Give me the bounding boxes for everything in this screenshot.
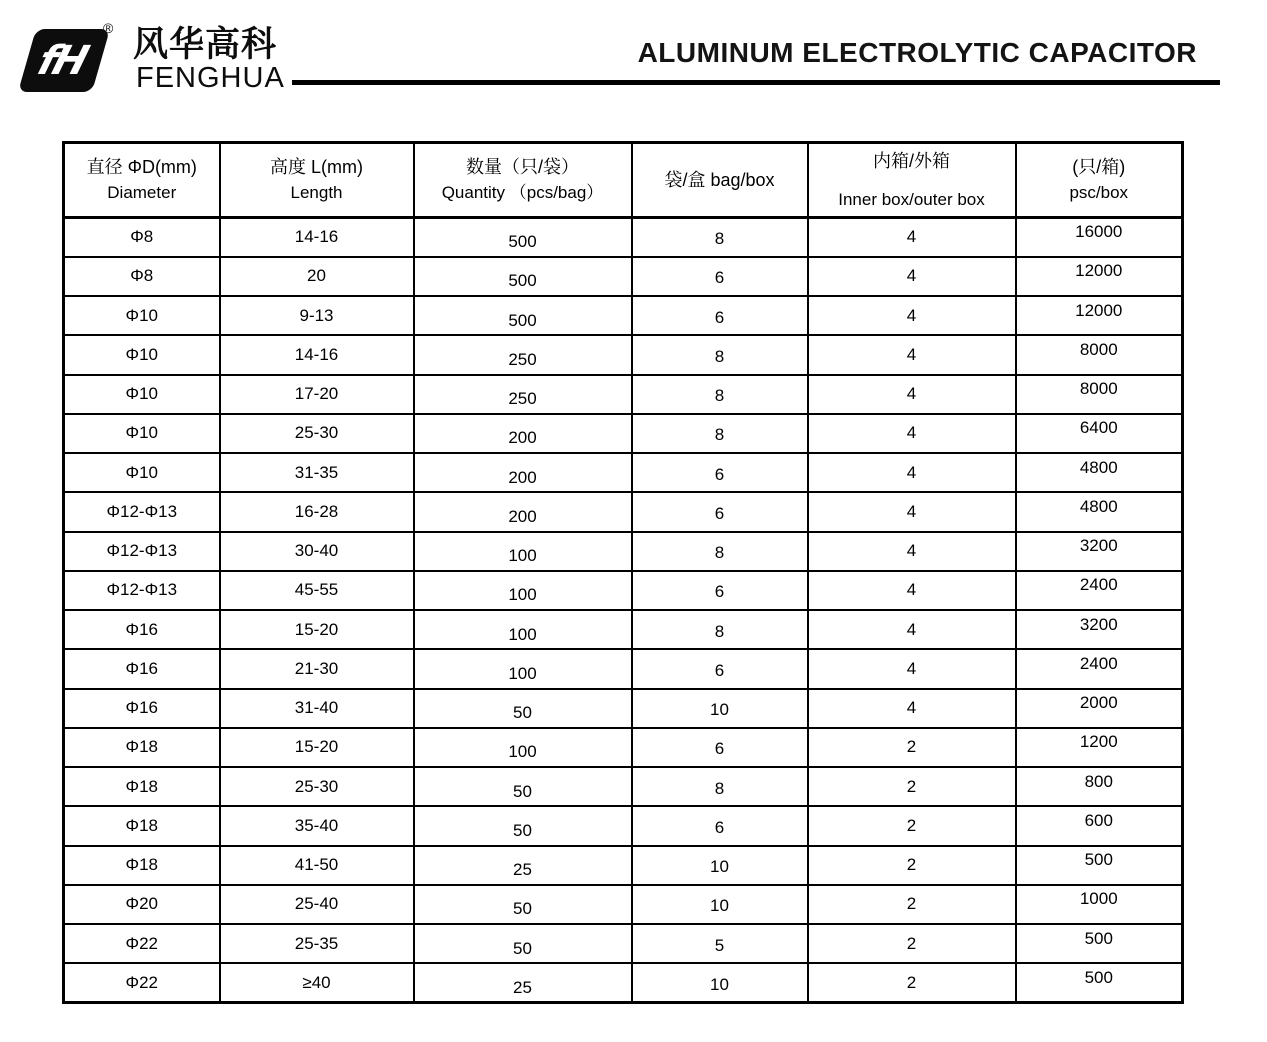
table-row: [64, 335, 1183, 374]
table-cell: [414, 963, 632, 1002]
table-cell: [64, 375, 220, 414]
cell-value: Φ12-Φ13: [106, 541, 178, 561]
table-row: [64, 846, 1183, 885]
table-cell: [808, 218, 1016, 257]
table-cell: [808, 963, 1016, 1002]
table-row: [64, 963, 1183, 1002]
cell-value: 6400: [1079, 418, 1118, 438]
table-cell: [64, 532, 220, 571]
column-header-line1: 数量（只/袋）: [465, 157, 579, 177]
cell-value: 2400: [1079, 653, 1118, 673]
cell-value: 100: [508, 546, 537, 566]
table-cell: [414, 571, 632, 610]
cell-value: 100: [508, 742, 537, 762]
cell-value: Φ10: [125, 384, 158, 404]
table-cell: [414, 924, 632, 963]
cell-value: 6: [714, 660, 725, 680]
cell-value: 6: [714, 817, 725, 837]
cell-value: 4800: [1079, 457, 1118, 477]
table-cell: [808, 375, 1016, 414]
cell-value: Φ18: [125, 855, 158, 875]
cell-value: Φ10: [125, 305, 158, 325]
cell-value: 45-55: [294, 580, 339, 600]
table-cell: [64, 767, 220, 806]
table-cell: [414, 885, 632, 924]
table-cell: [632, 924, 808, 963]
table-cell: [1016, 414, 1183, 453]
table-cell: [808, 846, 1016, 885]
column-header: [220, 143, 414, 218]
cell-value: 2000: [1079, 693, 1118, 713]
column-header-line1: 直径 ΦD(mm): [86, 157, 197, 177]
table-cell: [414, 846, 632, 885]
cell-value: 2: [906, 737, 917, 757]
table-row: [64, 885, 1183, 924]
table-cell: [1016, 492, 1183, 531]
cell-value: 14-16: [294, 344, 339, 364]
table-cell: [64, 924, 220, 963]
cell-value: 15-20: [294, 737, 339, 757]
table-cell: [414, 767, 632, 806]
table-cell: [1016, 767, 1183, 806]
cell-value: 50: [513, 820, 532, 840]
table-row: [64, 257, 1183, 296]
table-cell: [414, 689, 632, 728]
cell-value: 500: [1084, 967, 1113, 987]
table-cell: [64, 610, 220, 649]
cell-value: 30-40: [294, 541, 339, 561]
cell-value: 50: [513, 938, 532, 958]
column-header-line1: (只/箱): [1072, 157, 1126, 177]
table-cell: [1016, 885, 1183, 924]
table-cell: [1016, 846, 1183, 885]
cell-value: 100: [508, 624, 537, 644]
cell-value: 41-50: [294, 855, 339, 875]
cell-value: Φ16: [125, 619, 158, 639]
cell-value: 4: [906, 580, 917, 600]
column-header: [414, 143, 632, 218]
table-cell: [414, 257, 632, 296]
table-cell: [808, 335, 1016, 374]
table-cell: [808, 257, 1016, 296]
table-cell: [414, 492, 632, 531]
table-cell: [64, 885, 220, 924]
table-cell: [808, 610, 1016, 649]
table-cell: [64, 846, 220, 885]
cell-value: 16-28: [294, 501, 339, 521]
table-cell: [808, 649, 1016, 688]
table-row: [64, 532, 1183, 571]
table-cell: [632, 296, 808, 335]
cell-value: 250: [508, 389, 537, 409]
cell-value: Φ16: [125, 658, 158, 678]
table-cell: [808, 571, 1016, 610]
cell-value: 4: [906, 698, 917, 718]
cell-value: 25-30: [294, 776, 339, 796]
table-cell: [220, 767, 414, 806]
cell-value: 4: [906, 227, 917, 247]
cell-value: Φ20: [125, 894, 158, 914]
table-row: [64, 296, 1183, 335]
cell-value: 2: [906, 933, 917, 953]
table-cell: [632, 218, 808, 257]
cell-value: Φ18: [125, 815, 158, 835]
table-cell: [632, 335, 808, 374]
table-cell: [64, 296, 220, 335]
column-header-line2: Length: [290, 183, 343, 202]
table-cell: [632, 963, 808, 1002]
registered-trademark-icon: ®: [103, 20, 114, 36]
cell-value: Φ18: [125, 776, 158, 796]
table-cell: [220, 963, 414, 1002]
cell-value: Φ22: [125, 933, 158, 953]
cell-value: 8: [714, 346, 725, 366]
packaging-table: [62, 141, 1184, 1004]
cell-value: 4: [906, 541, 917, 561]
cell-value: 4: [906, 658, 917, 678]
cell-value: Φ12-Φ13: [106, 580, 178, 600]
cell-value: Φ22: [125, 972, 158, 992]
cell-value: 8: [714, 425, 725, 445]
cell-value: 50: [513, 781, 532, 801]
table-cell: [220, 218, 414, 257]
cell-value: 250: [508, 349, 537, 369]
column-header-line2: Quantity （pcs/bag）: [441, 183, 604, 202]
table-row: [64, 492, 1183, 531]
cell-value: Φ8: [130, 266, 154, 286]
cell-value: 200: [508, 506, 537, 526]
table-cell: [414, 806, 632, 845]
cell-value: 500: [508, 271, 537, 291]
table-row: [64, 571, 1183, 610]
page-title: ALUMINUM ELECTROLYTIC CAPACITOR: [637, 37, 1197, 68]
column-header: [632, 143, 808, 218]
table-cell: [1016, 728, 1183, 767]
table-cell: [220, 453, 414, 492]
table-cell: [220, 689, 414, 728]
cell-value: 10: [710, 896, 729, 916]
cell-value: 8: [714, 621, 725, 641]
table-cell: [1016, 689, 1183, 728]
cell-value: 3200: [1079, 536, 1118, 556]
cell-value: 31-35: [294, 462, 339, 482]
table-cell: [220, 296, 414, 335]
table-row: [64, 689, 1183, 728]
brand-name-chinese: 风华高科: [133, 25, 278, 64]
column-header-line1: 高度 L(mm): [270, 157, 363, 177]
cell-value: 17-20: [294, 384, 339, 404]
table-cell: [808, 492, 1016, 531]
cell-value: 21-30: [294, 658, 339, 678]
table-cell: [220, 414, 414, 453]
cell-value: 3200: [1079, 614, 1118, 634]
cell-value: 500: [1084, 850, 1113, 870]
cell-value: 10: [710, 857, 729, 877]
column-header-line2: psc/box: [1069, 183, 1129, 202]
cell-value: 15-20: [294, 619, 339, 639]
cell-value: 4: [906, 384, 917, 404]
column-header-line2: Diameter: [107, 183, 177, 202]
table-cell: [64, 649, 220, 688]
table-cell: [632, 649, 808, 688]
cell-value: Φ8: [130, 227, 154, 247]
table-cell: [414, 728, 632, 767]
table-cell: [64, 335, 220, 374]
fenghua-logo-icon: [18, 29, 110, 92]
cell-value: 20: [307, 266, 326, 286]
table-cell: [632, 492, 808, 531]
cell-value: 25-40: [294, 894, 339, 914]
column-header: [808, 143, 1016, 218]
table-cell: [632, 767, 808, 806]
table-cell: [414, 649, 632, 688]
cell-value: 12000: [1075, 261, 1123, 281]
table-cell: [1016, 649, 1183, 688]
cell-value: 12000: [1075, 300, 1123, 320]
table-cell: [64, 257, 220, 296]
cell-value: 8: [714, 386, 725, 406]
table-cell: [632, 571, 808, 610]
table-cell: [1016, 806, 1183, 845]
table-cell: [64, 806, 220, 845]
table-cell: [414, 218, 632, 257]
table-cell: [1016, 296, 1183, 335]
table-cell: [808, 453, 1016, 492]
cell-value: 500: [1084, 928, 1113, 948]
table-cell: [220, 532, 414, 571]
cell-value: 4: [906, 619, 917, 639]
table-cell: [64, 414, 220, 453]
table-cell: [1016, 532, 1183, 571]
table-cell: [632, 689, 808, 728]
table-cell: [220, 375, 414, 414]
brand-name-english: FENGHUA: [136, 62, 285, 94]
cell-value: 8000: [1079, 339, 1118, 359]
table-cell: [808, 767, 1016, 806]
cell-value: Φ10: [125, 462, 158, 482]
table-cell: [220, 885, 414, 924]
column-header-line2: Inner box/outer box: [838, 189, 985, 209]
cell-value: Φ10: [125, 423, 158, 443]
cell-value: Φ18: [125, 737, 158, 757]
cell-value: 5: [714, 935, 725, 955]
cell-value: 1200: [1079, 732, 1118, 752]
cell-value: 6: [714, 739, 725, 759]
cell-value: 100: [508, 585, 537, 605]
cell-value: 1000: [1079, 889, 1118, 909]
table-cell: [220, 610, 414, 649]
cell-value: 16000: [1075, 222, 1123, 242]
table-row: [64, 453, 1183, 492]
table-cell: [64, 453, 220, 492]
header-divider: [292, 80, 1220, 85]
cell-value: 6: [714, 464, 725, 484]
cell-value: 800: [1084, 771, 1113, 791]
table-cell: [220, 924, 414, 963]
table-cell: [632, 728, 808, 767]
table-cell: [808, 885, 1016, 924]
cell-value: 600: [1084, 810, 1113, 830]
header-row: [64, 143, 1183, 218]
table-cell: [220, 492, 414, 531]
table-cell: [64, 689, 220, 728]
table-cell: [220, 806, 414, 845]
table-row: [64, 806, 1183, 845]
cell-value: 50: [513, 703, 532, 723]
cell-value: Φ16: [125, 698, 158, 718]
cell-value: 4: [906, 305, 917, 325]
cell-value: 10: [710, 700, 729, 720]
table-cell: [1016, 335, 1183, 374]
cell-value: 6: [714, 307, 725, 327]
cell-value: 4: [906, 501, 917, 521]
table-row: [64, 375, 1183, 414]
cell-value: 10: [710, 974, 729, 994]
cell-value: 2: [906, 894, 917, 914]
table-cell: [414, 453, 632, 492]
cell-value: 2: [906, 972, 917, 992]
cell-value: 14-16: [294, 227, 339, 247]
table-cell: [808, 806, 1016, 845]
cell-value: 8: [714, 229, 725, 249]
table-cell: [220, 649, 414, 688]
cell-value: 25-35: [294, 933, 339, 953]
table-cell: [808, 689, 1016, 728]
cell-value: 6: [714, 503, 725, 523]
table-cell: [1016, 218, 1183, 257]
table-cell: [64, 728, 220, 767]
table-cell: [1016, 963, 1183, 1002]
table-cell: [632, 846, 808, 885]
table-cell: [220, 571, 414, 610]
table-cell: [808, 296, 1016, 335]
table-cell: [1016, 453, 1183, 492]
table-row: [64, 414, 1183, 453]
table-cell: [632, 806, 808, 845]
cell-value: 2: [906, 815, 917, 835]
cell-value: 4: [906, 344, 917, 364]
cell-value: 6: [714, 268, 725, 288]
cell-value: 35-40: [294, 815, 339, 835]
cell-value: Φ10: [125, 344, 158, 364]
cell-value: 8000: [1079, 379, 1118, 399]
column-header-line1: 袋/盒 bag/box: [664, 169, 775, 190]
table-cell: [632, 257, 808, 296]
cell-value: 25-30: [294, 423, 339, 443]
cell-value: 9-13: [299, 305, 334, 325]
table-cell: [1016, 257, 1183, 296]
cell-value: 4: [906, 423, 917, 443]
cell-value: 8: [714, 778, 725, 798]
table-row: [64, 610, 1183, 649]
table-cell: [632, 885, 808, 924]
table-cell: [220, 846, 414, 885]
table-cell: [1016, 610, 1183, 649]
cell-value: 25: [513, 860, 532, 880]
table-row: [64, 924, 1183, 963]
table-cell: [220, 728, 414, 767]
table-cell: [64, 218, 220, 257]
column-header-line1: 内箱/外箱: [872, 150, 950, 171]
table-cell: [64, 492, 220, 531]
cell-value: 4: [906, 462, 917, 482]
table-cell: [1016, 924, 1183, 963]
table-cell: [1016, 571, 1183, 610]
cell-value: 200: [508, 467, 537, 487]
cell-value: 6: [714, 582, 725, 602]
table-row: [64, 728, 1183, 767]
table-cell: [632, 375, 808, 414]
cell-value: 4800: [1079, 496, 1118, 516]
table-cell: [1016, 375, 1183, 414]
table-cell: [808, 532, 1016, 571]
cell-value: 2400: [1079, 575, 1118, 595]
table-cell: [632, 610, 808, 649]
table-cell: [632, 532, 808, 571]
table-cell: [808, 924, 1016, 963]
cell-value: 50: [513, 899, 532, 919]
table-cell: [220, 257, 414, 296]
table-cell: [220, 335, 414, 374]
table-cell: [414, 335, 632, 374]
table-cell: [632, 414, 808, 453]
cell-value: 2: [906, 855, 917, 875]
table-cell: [414, 296, 632, 335]
table-cell: [414, 414, 632, 453]
cell-value: 500: [508, 310, 537, 330]
cell-value: 2: [906, 776, 917, 796]
table-cell: [808, 728, 1016, 767]
cell-value: ≥40: [302, 972, 331, 992]
table-body: [64, 218, 1183, 1003]
cell-value: Φ12-Φ13: [106, 501, 178, 521]
table-cell: [808, 414, 1016, 453]
table-cell: [64, 571, 220, 610]
cell-value: 500: [508, 232, 537, 252]
table-row: [64, 649, 1183, 688]
cell-value: 8: [714, 543, 725, 563]
table-cell: [414, 375, 632, 414]
cell-value: 25: [513, 977, 532, 997]
table-cell: [632, 453, 808, 492]
table-cell: [414, 610, 632, 649]
column-header: [64, 143, 220, 218]
cell-value: 4: [906, 266, 917, 286]
column-header: [1016, 143, 1183, 218]
logo-fh-monogram: fH: [32, 37, 92, 84]
table-row: [64, 218, 1183, 257]
cell-value: 100: [508, 663, 537, 683]
table-cell: [414, 532, 632, 571]
cell-value: 31-40: [294, 698, 339, 718]
table-cell: [64, 963, 220, 1002]
cell-value: 200: [508, 428, 537, 448]
table-row: [64, 767, 1183, 806]
